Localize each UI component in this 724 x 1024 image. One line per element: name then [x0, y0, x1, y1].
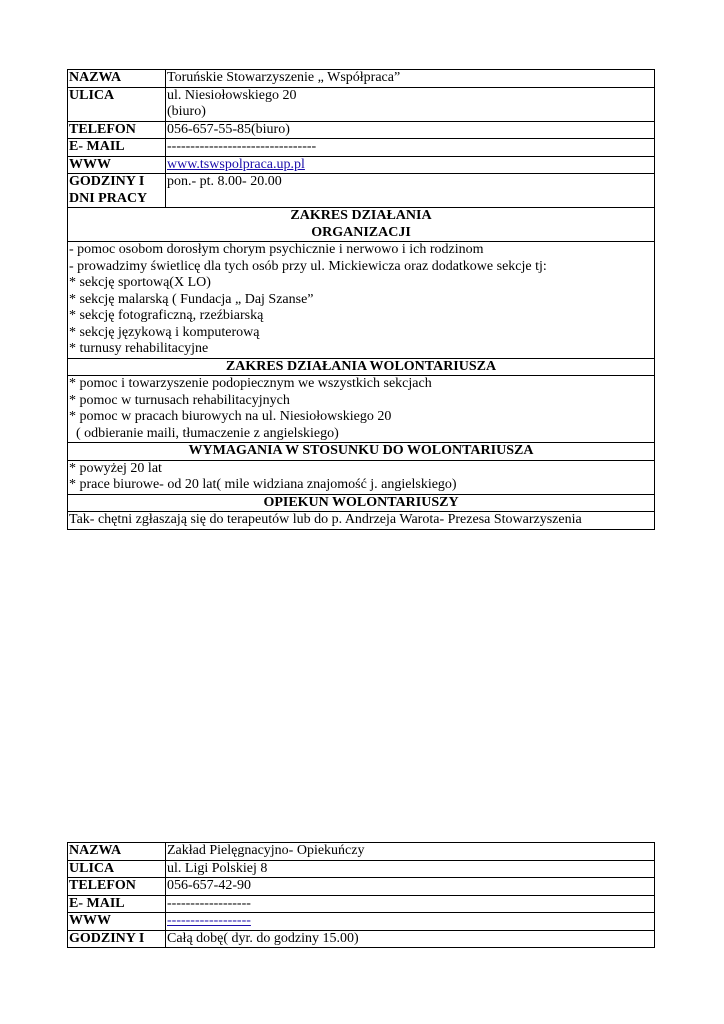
label-ulica: ULICA — [68, 87, 166, 121]
value-ulica: ul. Ligi Polskiej 8 — [166, 860, 655, 878]
list-item: * powyżej 20 lat — [69, 460, 162, 476]
heading-zakres-organizacji-line-1: ZAKRES DZIAŁANIA — [290, 208, 432, 223]
list-item: * sekcję fotograficzną, rzeźbiarską — [69, 308, 264, 323]
row-telefon — [68, 121, 655, 139]
row-nazwa — [68, 843, 655, 861]
row-zakres-wol-heading — [68, 358, 655, 376]
label-nazwa: NAZWA — [68, 843, 166, 861]
row-email — [68, 139, 655, 157]
label-godziny — [68, 174, 166, 208]
heading-opiekun: OPIEKUN WOLONTARIUSZY — [68, 494, 655, 512]
list-item: - pomoc osobom dorosłym chorym psychicznie i nerwowo i ich rodzinom — [69, 242, 484, 257]
row-www — [68, 913, 655, 931]
row-ulica — [68, 860, 655, 878]
heading-zakres-wolontariusza: ZAKRES DZIAŁANIA WOLONTARIUSZA — [68, 358, 655, 376]
list-item: ( odbieranie maili, tłumaczenie z angielskiego) — [69, 425, 339, 441]
list-item: * prace biurowe- od 20 lat( mile widziana znajomość j. angielskiego) — [69, 477, 457, 492]
label-telefon: TELEFON — [68, 121, 166, 139]
value-www — [166, 913, 655, 931]
row-zakres-org-heading — [68, 208, 655, 242]
list-item: * pomoc w pracach biurowych na ul. Niesiołowskiego 20 — [69, 409, 392, 424]
value-ulica-line-2: (biuro) — [167, 104, 206, 119]
list-item: * sekcję językową i komputerową — [69, 324, 260, 340]
opiekun-text: Tak- chętni zgłaszają się do terapeutów lub do p. Andrzeja Warota- Prezesa Stowarzyszenia — [68, 512, 655, 530]
heading-zakres-organizacji-line-2: ORGANIZACJI — [311, 224, 411, 240]
label-email: E- MAIL — [68, 895, 166, 913]
row-godziny — [68, 930, 655, 948]
wymagania-list — [68, 460, 655, 494]
website-link[interactable]: www.tswspolpraca.up.pl — [167, 156, 305, 172]
row-zakres-org-body — [68, 242, 655, 359]
zakres-organizacji-list — [68, 242, 655, 359]
website-link[interactable]: ------------------ — [167, 913, 251, 928]
value-ulica-line-1: ul. Niesiołowskiego 20 — [167, 87, 297, 103]
row-www — [68, 156, 655, 174]
row-telefon — [68, 878, 655, 896]
organization-table-1 — [67, 69, 655, 530]
list-item: * pomoc i towarzyszenie podopiecznym we wszystkich sekcjach — [69, 376, 432, 391]
label-godziny: GODZINY I — [68, 930, 166, 948]
value-email: -------------------------------- — [166, 139, 655, 157]
label-email: E- MAIL — [68, 139, 166, 157]
label-telefon: TELEFON — [68, 878, 166, 896]
label-nazwa: NAZWA — [68, 70, 166, 88]
row-zakres-wol-body — [68, 376, 655, 443]
value-telefon: 056-657-55-85(biuro) — [166, 121, 655, 139]
row-opiekun-heading — [68, 494, 655, 512]
label-www: WWW — [68, 156, 166, 174]
organization-table-2 — [67, 842, 655, 948]
row-email — [68, 895, 655, 913]
row-opiekun-body — [68, 512, 655, 530]
list-item: - prowadzimy świetlicę dla tych osób przy ul. Mickiewicza oraz dodatkowe sekcje tj: — [69, 258, 547, 274]
value-nazwa: Toruńskie Stowarzyszenie „ Współpraca” — [166, 70, 655, 88]
list-item: * pomoc w turnusach rehabilitacyjnych — [69, 392, 290, 408]
row-wymagania-heading — [68, 443, 655, 461]
label-godziny-line-2: DNI PRACY — [69, 190, 148, 206]
value-ulica — [166, 87, 655, 121]
row-nazwa — [68, 70, 655, 88]
list-item: * turnusy rehabilitacyjne — [69, 341, 209, 356]
value-telefon: 056-657-42-90 — [166, 878, 655, 896]
row-godziny — [68, 174, 655, 208]
row-ulica — [68, 87, 655, 121]
label-godziny-line-1: GODZINY I — [69, 174, 145, 189]
heading-wymagania: WYMAGANIA W STOSUNKU DO WOLONTARIUSZA — [68, 443, 655, 461]
list-item: * sekcję sportową(X LO) — [69, 275, 211, 290]
list-item: * sekcję malarską ( Fundacja „ Daj Szanse” — [69, 291, 314, 307]
label-www: WWW — [68, 913, 166, 931]
value-godziny: pon.- pt. 8.00- 20.00 — [166, 174, 655, 208]
value-email: ------------------ — [166, 895, 655, 913]
heading-zakres-organizacji — [68, 208, 655, 242]
zakres-wolontariusza-list — [68, 376, 655, 443]
value-nazwa: Zakład Pielęgnacyjno- Opiekuńczy — [166, 843, 655, 861]
value-godziny: Całą dobę( dyr. do godziny 15.00) — [166, 930, 655, 948]
label-ulica: ULICA — [68, 860, 166, 878]
row-wymagania-body — [68, 460, 655, 494]
value-www — [166, 156, 655, 174]
